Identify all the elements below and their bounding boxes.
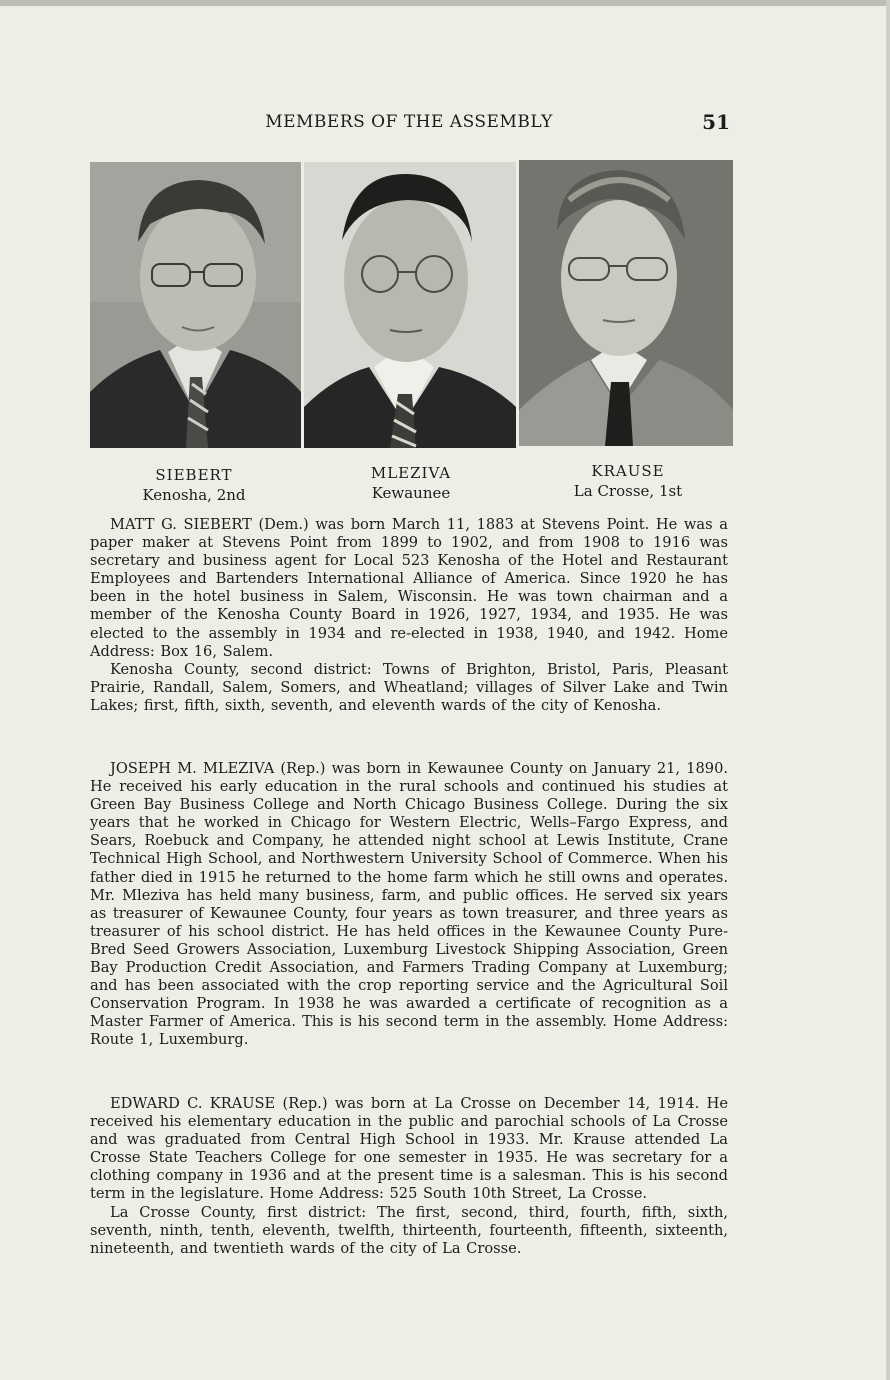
portrait-siebert xyxy=(90,162,301,448)
district-paragraph: La Crosse County, first district: The first, second, third, fourth, fifth, sixth, seventh, ninth, tenth, eleventh, twelfth, thirteenth, fourteenth, fifteenth, sixteenth, nineteenth, and twentieth wards of the city of La Crosse. xyxy=(90,1203,728,1257)
bio-paragraph: EDWARD C. KRAUSE (Rep.) was born at La Crosse on December 14, 1914. He received his elementary education in the public and parochial schools of La Crosse and was graduated from Central High School in 1933. Mr. Krause attended La Crosse State Teachers College for one semester in 1935. He was secretary for a clothing company in 1936 and at the present time is a salesman. This is his second term in the legislature. Home Address: 525 South 10th Street, La Crosse. xyxy=(90,1095,728,1203)
member-district: La Crosse, 1st xyxy=(573,482,683,500)
bio-paragraph: MATT G. SIEBERT (Dem.) was born March 11, 1883 at Stevens Point. He was a paper maker at Stevens Point from 1899 to 1902, and from 1908 to 1916 was secretary and business agent for Local 523 Kenosha of the Hotel and Restaurant Employees and Bartenders International Alliance of America. Since 1920 he has been in the hotel business in Salem, Wisconsin. He was town chairman and a member of the Kenosha County Board in 1926, 1927, 1934, and 1935. He was elected to the assembly in 1934 and re-elected in 1938, 1940, and 1942. Home Address: Box 16, Salem. xyxy=(90,516,728,660)
page-number: 51 xyxy=(702,110,730,134)
portrait-mleziva xyxy=(304,162,516,448)
bio-paragraph: JOSEPH M. MLEZIVA (Rep.) was born in Kewaunee County on January 21, 1890. He received his early education in the rural schools and continued his studies at Green Bay Business College and North Chicago Business College. During the six years that he worked in Chicago for Western Electric, Wells–Fargo Express, and Sears, Roebuck and Company, he attended night school at Lewis Institute, Crane Technical High School, and Northwestern University School of Commerce. When his father died in 1915 he returned to the home farm which he still owns and operates. Mr. Mleziva has held many business, farm, and public offices. He served six years as treasurer of Kewaunee County, four years as town treasurer, and three years as treasurer of his school district. He has held offices in the Kewaunee County Pure-Bred Seed Growers Association, Luxemburg Livestock Shipping Association, Green Bay Production Credit Association, and Farmers Trading Company at Luxemburg; and has been associated with the crop reporting service and the Agricultural Soil Conservation Program. In 1938 he was awarded a certificate of recognition as a Master Farmer of America. This is his second term in the assembly. Home Address: Route 1, Luxemburg. xyxy=(90,760,728,1049)
member-name: KRAUSE xyxy=(591,462,665,480)
caption-siebert xyxy=(94,466,294,504)
member-district: Kenosha, 2nd xyxy=(142,486,246,504)
bio-krause xyxy=(90,1095,728,1258)
page-top-edge xyxy=(0,0,890,6)
portrait-krause xyxy=(519,160,733,446)
caption-mleziva xyxy=(311,464,511,502)
bio-siebert xyxy=(90,516,728,715)
member-name: MLEZIVA xyxy=(370,464,452,482)
bio-mleziva xyxy=(90,760,728,1050)
running-head: MEMBERS OF THE ASSEMBLY xyxy=(265,112,553,132)
caption-krause xyxy=(528,462,728,500)
page-right-edge xyxy=(886,0,890,1380)
member-name: SIEBERT xyxy=(155,466,233,484)
page-header xyxy=(88,110,730,136)
member-district: Kewaunee xyxy=(371,484,451,502)
district-paragraph: Kenosha County, second district: Towns of Brighton, Bristol, Paris, Pleasant Prairie, Randall, Salem, Somers, and Wheatland; villages of Silver Lake and Twin Lakes; first, fifth, sixth, seventh, and eleventh wards of the city of Kenosha. xyxy=(90,660,728,714)
